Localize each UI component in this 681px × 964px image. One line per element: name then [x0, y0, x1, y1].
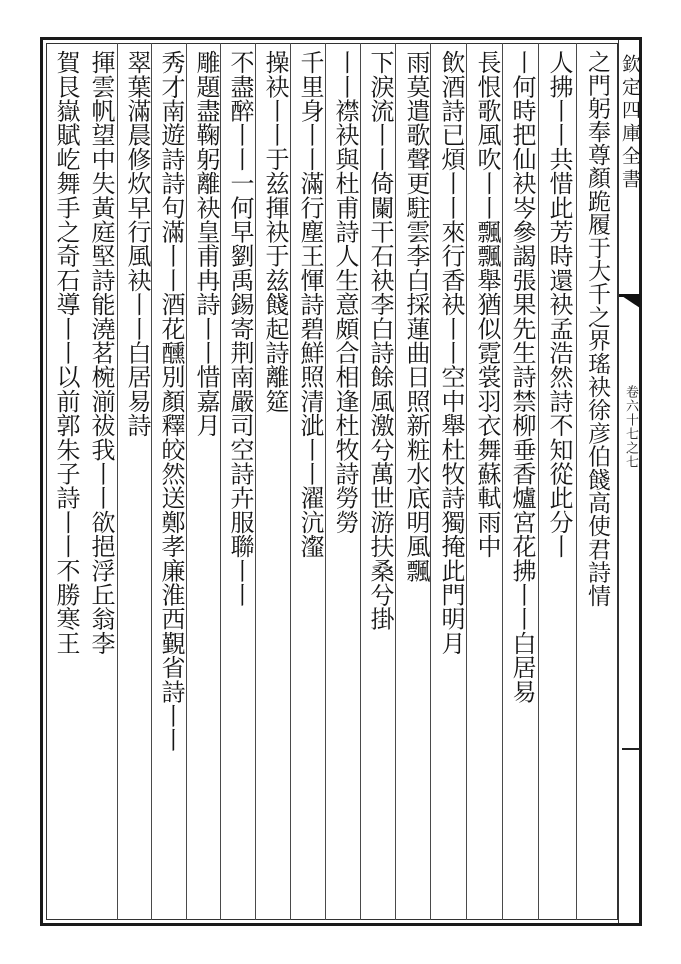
text-column-16: 賀艮嶽賦屹舞手之奇石導丨丨以前郭朱子詩丨丨不勝寒王 [52, 50, 80, 655]
margin-line [622, 748, 640, 750]
column-rule [220, 43, 221, 920]
column-rule [151, 43, 152, 920]
column-rule [576, 43, 577, 920]
text-column-15: 揮雲帆望中失黃庭堅詩能澆茗椀湔祓我丨丨欲挹浮丘翁李 [87, 50, 115, 655]
fishtail-mark-point [619, 294, 640, 308]
column-rule [255, 43, 256, 920]
text-column-14: 翠葉滿晨修炊早行風袂丨丨白居易詩 [123, 50, 151, 438]
text-column-10: 操袂丨丨于兹揮袂于兹餞起詩離筵 [261, 50, 289, 413]
text-column-12: 雕題盡鞠躬離袂皇甫冉詩丨丨惜嘉月 [192, 50, 220, 438]
column-rule [466, 43, 467, 920]
text-column-4: 長恨歌風吹丨丨飄飄舉猶似霓裳羽衣舞蘇軾雨中 [473, 50, 501, 559]
text-column-9: 千里身丨丨滿行塵王惲詩碧鮮照清泚丨丨濯沆瀣 [296, 50, 324, 559]
text-column-13: 秀才南遊詩詩句滿丨丨酒花醺別顏釋皎然送鄭孝廉淮西覲省詩丨丨 [157, 50, 185, 752]
text-column-3: 丨何時把仙袂岑參謁張果先生詩禁柳垂香爐宮花拂丨丨白居易 [508, 50, 536, 704]
column-rule [325, 43, 326, 920]
text-column-11: 不盡醉丨丨一何早劉禹錫寄荆南嚴司空詩卉服聯丨丨 [226, 50, 254, 607]
column-rule [186, 43, 187, 920]
column-rule [538, 43, 539, 920]
text-column-6: 雨莫遣歌聲更駐雲李白採蓮曲日照新粧水底明風飄 [402, 50, 430, 583]
column-rule [290, 43, 291, 920]
column-rule [117, 43, 118, 920]
column-rule [430, 43, 431, 920]
text-column-8: 丨丨襟袂與杜甫詩人生意頗合相逢杜牧詩勞勞 [331, 50, 359, 534]
column-rule [502, 43, 503, 920]
text-column-5: 飲酒詩已煩丨丨來行香袂丨丨空中舉杜牧詩獨掩此門明月 [437, 50, 465, 655]
text-column-1: 之門躬奉尊顏跪履于大千之界瑤袂徐彦伯餞高使君詩情 [584, 50, 610, 607]
text-column-2: 人拂丨丨共惜此芳時還袂孟浩然詩不知從此分丨 [545, 50, 573, 559]
book-title: 欽定四庫全書 [619, 54, 641, 192]
column-rule [395, 43, 396, 920]
column-rule [360, 43, 361, 920]
volume-label: 卷六十七之七 [623, 385, 638, 469]
text-column-7: 下淚流丨丨倚闌干石袂李白詩餘風激兮萬世游扶桑兮掛 [366, 50, 394, 631]
